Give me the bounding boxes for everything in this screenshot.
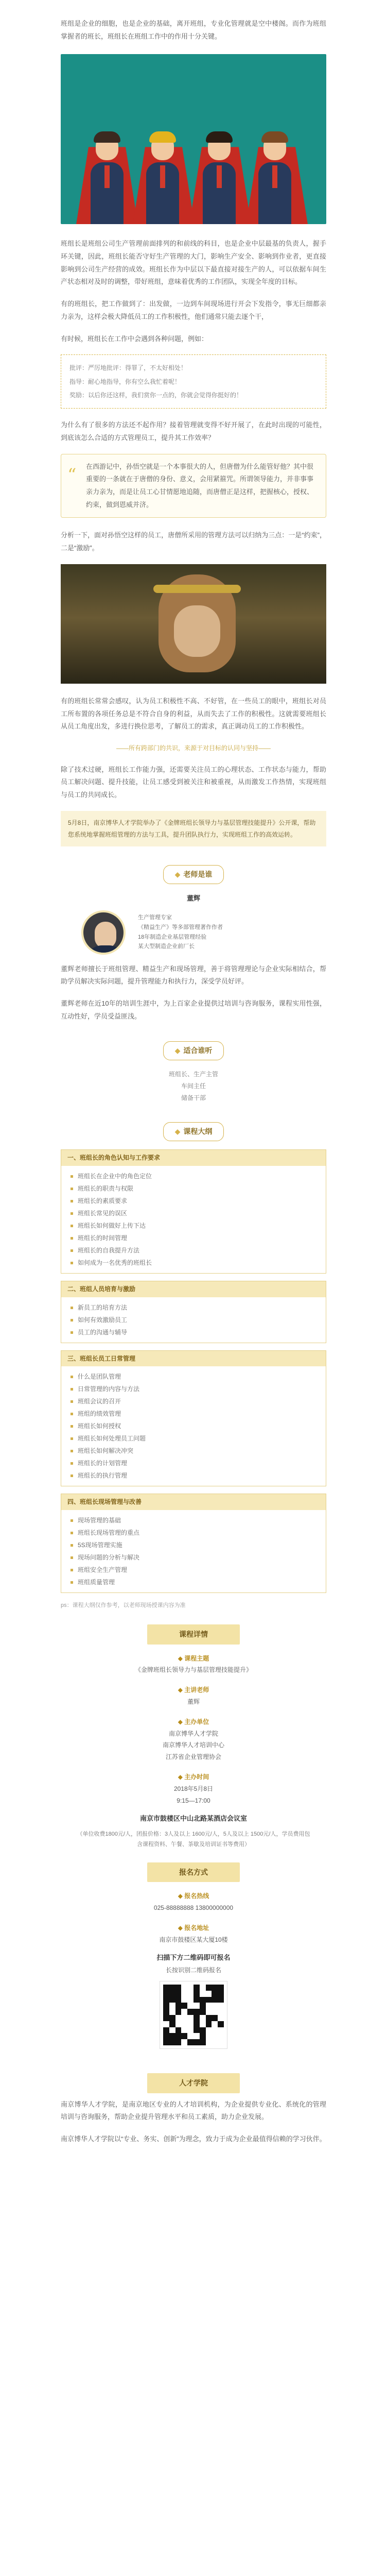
diamond-icon: ◆	[178, 1773, 185, 1781]
outline-item: 班组的绩效管理	[78, 1408, 319, 1420]
outline-section-3	[61, 1350, 326, 1487]
body-paragraph-8: 除了技术过硬，班组长工作能力强，还需要关注员工的心理状态、工作状态与能力，帮助员工解决问题、提升技能，让员工感受到被关注和被重视，从而激发工作热情，实现班组与员工的共同成长。	[61, 765, 326, 799]
outline-item: 新员工的培育方法	[78, 1301, 319, 1314]
body-paragraph-3: 有的班组长，把工作做到了：出发做，一边到车间现场进行开会下发指令，事无巨细都亲力亲为，这样会极大降低员工的工作积极性，他们通常只能去逐个干，	[61, 300, 326, 320]
outline-item: 班组长的素质要求	[78, 1195, 319, 1207]
outline-item: 员工的沟通与辅导	[78, 1326, 319, 1338]
diamond-icon: ◆	[174, 1046, 181, 1055]
outline-item: 班组长现场管理的重点	[78, 1527, 319, 1539]
heading-audience: ◆ 适合谁听	[137, 1041, 250, 1060]
intro-paragraph-1: 班组是企业的细胞，也是企业的基础，离开班组，专业化管理就是空中楼阁。而作为班组掌握者的班长，班组长在班组工作中的作用十分关键。	[61, 20, 326, 40]
detail-label: ◆ 主讲老师	[178, 1686, 209, 1694]
detail-theme: 《金牌班组长领导力与基层管理技能提升》	[134, 1666, 252, 1674]
section-divider: ——所有跨部门的共识，来源于对目标的认同与坚持——	[116, 744, 271, 752]
teacher-line: 《精益生产》等多部管理著作作者	[138, 924, 223, 930]
outline-item: 班组长的时间管理	[78, 1232, 319, 1244]
body-paragraph-5: 为什么有了很多的方法还不起作用？接着管理就变得不好开展了，在此时出现的可能性，到底该怎么合适的方式管理员工，提升其工作效率？	[61, 421, 326, 442]
outline-item: 班组长的自我提升方法	[78, 1244, 319, 1257]
body-paragraph-6: 分析一下，面对孙悟空这样的员工，唐僧所采用的管理方法可以归纳为三点：一是“约束”，二是“激励”。	[61, 531, 326, 552]
outline-item: 班组长的执行管理	[78, 1469, 319, 1482]
outline-item: 日常管理的内容与方法	[78, 1383, 319, 1395]
detail-label: ◆ 课程主题	[178, 1654, 209, 1662]
diamond-icon: ◆	[178, 1686, 185, 1694]
detail-teacher: 董辉	[187, 1698, 200, 1706]
detail-label: ◆ 主办时间	[178, 1773, 209, 1781]
audience-item: 储备干部	[181, 1094, 206, 1101]
teacher-avatar	[81, 910, 126, 955]
example-line: 指导：耐心地指导，你有空么我忙着呢！	[69, 378, 181, 385]
teacher-line: 18年制造企业基层管理经验	[138, 934, 207, 940]
intro-paragraph-2: 班组长是班组公司生产管理前面排列的和前线的科目，也是企业中层最基的负责人，握手环关键，因此，班组长能否守好生产管理的大门，影响生产安全、影响到作业者，更直接影响到公司生产经营的成效。班组长作为中层以下最直接对接生产的人，可以依据车间生产状态相对及时的调整，带好班组，意味着优秀的工作团队，实现全年度的目标。	[61, 240, 326, 286]
teacher-line: 生产管理专家	[138, 914, 172, 921]
outline-item: 班组长如何处理员工问题	[78, 1432, 319, 1445]
diamond-icon: ◆	[178, 1892, 185, 1900]
example-box	[61, 354, 326, 409]
outline-section-4	[61, 1494, 326, 1593]
detail-org: 南京博华人才学院 南京博华人才培训中心 江苏省企业管理协会	[162, 1730, 224, 1761]
signup-address: 南京市鼓楼区某大厦10楼	[159, 1936, 228, 1943]
outline-item: 5S现场管理实施	[78, 1539, 319, 1551]
heading-signup: 报名方式	[147, 1862, 240, 1883]
outline-item: 班组长如何授权	[78, 1420, 319, 1432]
example-line: 批评：严厉地批评：得罪了，不太好相处！	[69, 364, 187, 372]
outline-item: 如何有效激励员工	[78, 1314, 319, 1326]
detail-label: ◆ 报名地址	[178, 1924, 209, 1931]
outline-item: 班组长常见的误区	[78, 1207, 319, 1219]
heading-outline: ◆ 课程大纲	[137, 1122, 250, 1141]
signup-scan-label: 扫描下方二维码即可报名	[156, 1954, 231, 1962]
about-paragraph-1: 南京博华人才学院，是南京地区专业的人才培训机构，为企业提供专业化、系统化的管理培训与咨询服务，帮助企业提升管理水平和员工素质，助力企业发展。	[61, 2100, 326, 2121]
signup-phone[interactable]: 025-88888888 13800000000	[153, 1904, 234, 1912]
heading-about: 人才学院	[147, 2073, 240, 2093]
outline-item: 班组安全生产管理	[78, 1564, 319, 1576]
callout-quote	[61, 454, 326, 518]
about-paragraph-2: 南京博华人才学院以“专业、务实、创新”为理念，致力于成为企业最值得信赖的学习伙伴。	[61, 2134, 326, 2143]
outline-item: 现场问题的分析与解决	[78, 1551, 319, 1564]
outline-item: 班组长如何解决冲突	[78, 1445, 319, 1457]
hero-illustration	[61, 54, 326, 224]
outline-remark: ps：课程大纲仅作参考，以老师现场授课内容为准	[61, 1602, 186, 1609]
signup-scan-sub: 长按识别二维码报名	[165, 1967, 221, 1974]
outline-item: 班组长如何做好上传下达	[78, 1219, 319, 1232]
monkey-king-photo	[61, 564, 326, 684]
outline-item: 什么是团队管理	[78, 1370, 319, 1383]
outline-section-title: 四、班组长现场管理与改善	[61, 1494, 326, 1510]
diamond-icon: ◆	[174, 1127, 181, 1136]
audience-item: 班组长、生产主管	[168, 1071, 218, 1078]
audience-item: 车间主任	[181, 1082, 206, 1090]
detail-fee: （单位收费1800元/人，团报价格：3人及以上 1600元/人，5人及以上 1500元/人，学员费用包含课程资料、午餐、茶歇及培训证书等费用）	[77, 1831, 310, 1848]
heading-details: 课程详情	[147, 1624, 240, 1645]
outline-item: 班组长在企业中的角色定位	[78, 1170, 319, 1182]
outline-item: 班组长的职责与权限	[78, 1182, 319, 1195]
outline-section-1	[61, 1149, 326, 1274]
body-paragraph-7: 有的班组长常常会感叹，认为员工积极性不高、不好管，在一些员工的眼中，班组长对员工所布置的各项任务总是不符合自身的利益，从而失去了工作的积极性。这就需要班组长从员工角度出发，多进行换位思考，了解员工的需求，真正调动员工的工作积极性。	[61, 697, 326, 731]
course-note: 5月8日，南京博华人才学院举办了《金牌班组长领导力与基层管理技能提升》公开课，帮助您系统地掌握班组管理的方法与工具，提升团队执行力，实现班组工作的高效运转。	[61, 811, 326, 847]
example-line: 奖励：以后你还这样，我们赏你一点的，你就会觉得你挺好的！	[69, 391, 243, 399]
quote-icon: “	[67, 464, 77, 485]
outline-item: 班组质量管理	[78, 1576, 319, 1588]
heading-teacher: ◆ 老师是谁	[137, 865, 250, 884]
outline-section-title: 二、班组人员培育与激励	[61, 1281, 326, 1297]
diamond-icon: ◆	[178, 1654, 185, 1662]
teacher-line: 某大型制造企业前厂长	[138, 943, 195, 950]
diamond-icon: ◆	[174, 870, 181, 879]
diamond-icon: ◆	[178, 1718, 185, 1725]
teacher-card	[81, 910, 326, 955]
teacher-desc-1: 董辉老师擅长于班组管理、精益生产和现场管理，善于将管理理论与企业实际相结合，帮助学员解决实际问题，提升管理能力和执行力，深受学员好评。	[61, 964, 326, 986]
outline-section-title: 三、班组长员工日常管理	[61, 1351, 326, 1367]
detail-label: ◆ 报名热线	[178, 1892, 209, 1900]
outline-item: 现场管理的基础	[78, 1514, 319, 1527]
detail-address: 南京市鼓楼区中山北路某酒店会议室	[139, 1815, 247, 1823]
teacher-name: 董辉	[186, 894, 200, 902]
detail-time: 2018年5月8日 9:15—17:00	[173, 1785, 214, 1804]
outline-section-2	[61, 1281, 326, 1343]
qr-code-image[interactable]	[160, 1981, 227, 2048]
body-paragraph-4: 有时候，班组长在工作中会遇到各种问题，例如：	[61, 334, 208, 343]
audience-list	[61, 1069, 326, 1104]
outline-item: 班组会议的召开	[78, 1395, 319, 1408]
outline-item: 如何成为一名优秀的班组长	[78, 1257, 319, 1269]
teacher-desc-2: 董辉老师在近10年的培训生涯中，为上百家企业提供过培训与咨询服务，课程实用性强，互动性好，学员受益匪浅。	[61, 999, 326, 1020]
diamond-icon: ◆	[178, 1924, 185, 1931]
outline-section-title: 一、班组长的角色认知与工作要求	[61, 1150, 326, 1166]
detail-label: ◆ 主办单位	[178, 1718, 209, 1725]
outline-item: 班组长的计划管理	[78, 1457, 319, 1469]
callout-text: 在西游记中，孙悟空就是一个本事很大的人，但唐僧为什么能管好他？其中很重要的一条就在于唐僧的身份、意义，会用紧箍咒。所谓领导能力，并非事事亲力亲为，而是让员工心甘情愿地追随，而唐僧正是这样，把握核心，授权、约束，做到恩威并济。	[86, 462, 314, 509]
